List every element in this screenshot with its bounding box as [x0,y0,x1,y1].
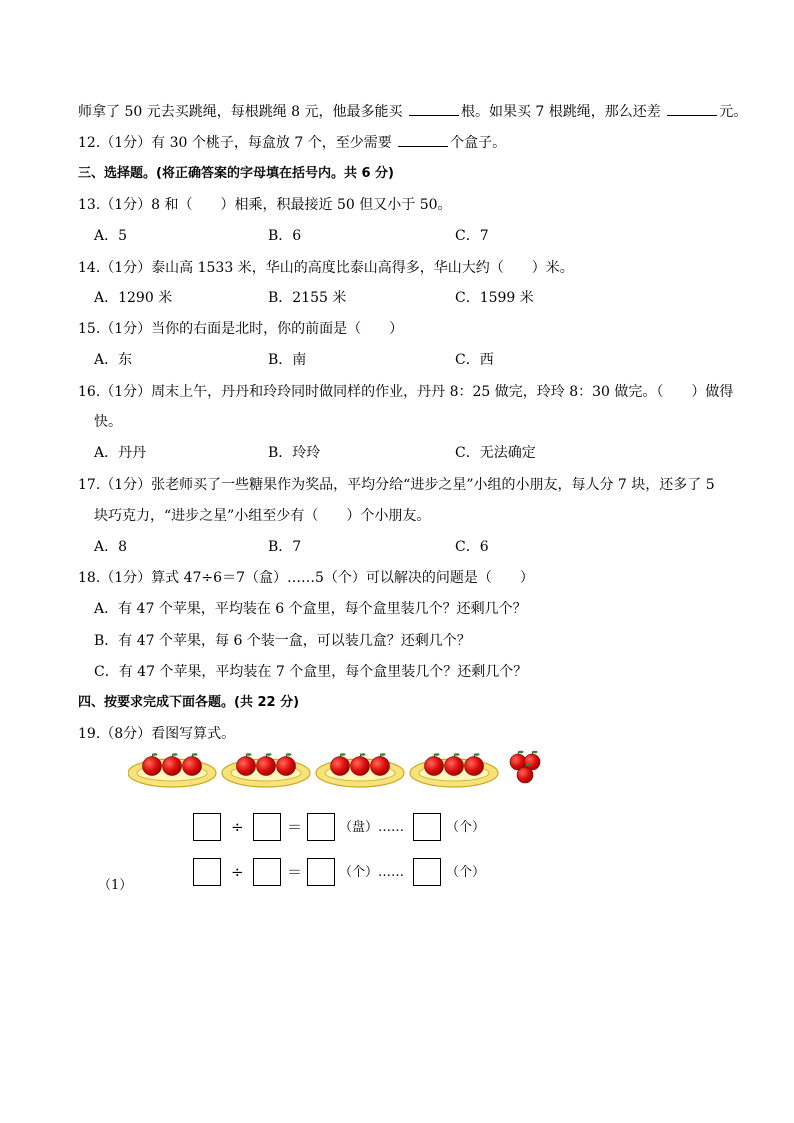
section-4-heading: 四、按要求完成下面各题。(共 22 分) [78,695,300,710]
apple-icon [143,753,162,775]
q14-option-c[interactable]: C．1599 米 [455,290,534,306]
apple-icon [257,753,276,775]
answer-blank[interactable] [409,101,459,116]
q16-option-a[interactable]: A．丹丹 [94,445,147,461]
equation-row-1 [193,813,493,843]
q13-option-a[interactable]: A．5 [94,228,128,244]
question-16-stem-line1: 16.（1分）周末上午，丹丹和玲玲同时做同样的作业，丹丹 8：25 做完，玲玲 8：30 做完。（ ）做得 [78,384,734,400]
answer-box-dividend[interactable] [193,858,221,886]
apple-icon [351,753,370,775]
apple-plates-illustration [128,745,548,795]
equation-row-2 [193,858,493,888]
q14-option-b[interactable]: B．2155 米 [268,290,347,306]
q11-text-1: 师拿了 50 元去买跳绳，每根跳绳 8 元，他最多能买 [78,104,407,120]
q18-option-b[interactable]: B．有 47 个苹果，每 6 个装一盒，可以装几盒？还剩几个？ [94,633,471,649]
question-17-stem-line2: 块巧克力，“进步之星”小组至少有（ ）个小朋友。 [94,508,431,524]
q15-option-c[interactable]: C．西 [455,352,494,368]
q13-option-b[interactable]: B．6 [268,228,302,244]
q17-option-a[interactable]: A．8 [94,539,128,555]
apple-icon [277,753,296,775]
unit-count: （个） [446,865,486,880]
question-12 [78,132,506,153]
q13-option-c[interactable]: C．7 [455,228,489,244]
question-19-stem: 19.（8分）看图写算式。 [78,726,236,742]
answer-box-quotient[interactable] [307,813,335,841]
answer-box-divisor[interactable] [253,813,281,841]
answer-box-dividend[interactable] [193,813,221,841]
q17-option-b[interactable]: B．7 [268,539,302,555]
apple-icon [237,753,256,775]
unit-plate-remainder: （盘）…… [339,820,405,835]
apple-icon [183,753,202,775]
equals-sign: ＝ [287,863,303,881]
apple-icon [331,753,350,775]
answer-box-remainder[interactable] [413,813,441,841]
q11-text-2: 根。如果买 7 根跳绳，那么还差 [460,104,666,120]
divide-sign: ÷ [231,863,244,881]
divide-sign: ÷ [231,818,244,836]
question-11-continuation [78,101,747,122]
unit-count-remainder: （个）…… [339,865,405,880]
question-15-stem: 15.（1分）当你的右面是北时，你的前面是（ ） [78,321,404,337]
q16-option-b[interactable]: B．玲玲 [268,445,321,461]
part-label-1: （1） [98,878,133,893]
answer-blank[interactable] [398,132,448,147]
answer-box-remainder[interactable] [413,858,441,886]
apple-icon [371,753,390,775]
q12-text-2: 个盒子。 [450,135,507,151]
q12-text-1: 12.（1分）有 30 个桃子，每盒放 7 个，至少需要 [78,135,397,151]
answer-box-quotient[interactable] [307,858,335,886]
apple-icon [465,753,484,775]
unit-count: （个） [446,820,486,835]
apple-icon [163,753,182,775]
question-16-stem-line2: 快。 [94,414,122,430]
section-3-heading: 三、选择题。(将正确答案的字母填在括号内。共 6 分) [78,166,394,181]
q15-option-a[interactable]: A．东 [94,352,133,368]
q11-text-3: 元。 [719,104,748,120]
question-17-stem-line1: 17.（1分）张老师买了一些糖果作为奖品，平均分给“进步之星”小组的小朋友，每人分 7 块，还多了 5 [78,477,715,493]
answer-blank[interactable] [667,101,717,116]
apple-icon [425,753,444,775]
question-13-stem: 13.（1分）8 和（ ）相乘，积最接近 50 但又小于 50。 [78,197,452,213]
answer-box-divisor[interactable] [253,858,281,886]
q17-option-c[interactable]: C．6 [455,539,489,555]
q15-option-b[interactable]: B．南 [268,352,307,368]
apple-icon [445,753,464,775]
q18-option-c[interactable]: C．有 47 个苹果，平均装在 7 个盒里，每个盒里装几个？还剩几个？ [94,664,528,680]
question-14-stem: 14.（1分）泰山高 1533 米，华山的高度比泰山高得多，华山大约（ ）米。 [78,260,574,276]
q14-option-a[interactable]: A．1290 米 [94,290,173,306]
q18-option-a[interactable]: A．有 47 个苹果，平均装在 6 个盒里，每个盒里装几个？还剩几个？ [94,601,527,617]
equals-sign: ＝ [287,818,303,836]
q16-option-c[interactable]: C．无法确定 [455,445,536,461]
question-18-stem: 18.（1分）算式 47÷6＝7（盒）……5（个）可以解决的问题是（ ） [78,570,534,586]
